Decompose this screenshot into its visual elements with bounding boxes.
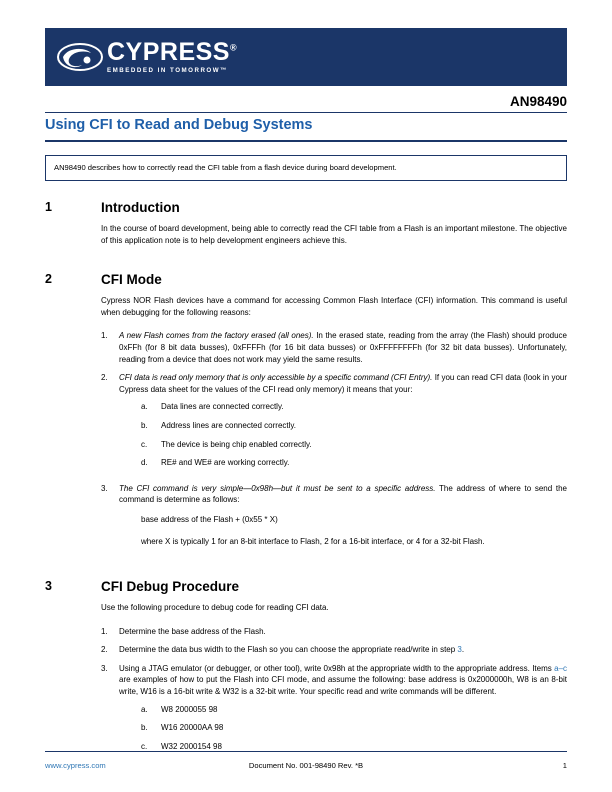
cross-reference-link[interactable]: a–c <box>554 663 567 673</box>
list-item <box>101 663 567 760</box>
list-marker: 3. <box>101 483 108 493</box>
abstract-box: AN98490 describes how to correctly read the CFI table from a flash device during board development. <box>45 155 567 181</box>
list-text <box>119 644 567 656</box>
italic-lead: A new Flash comes from the factory erased (all ones). <box>119 331 314 341</box>
sub-list-text: W8 2000055 98 <box>161 704 218 714</box>
section-heading-cfi-mode <box>45 272 567 287</box>
sub-list-item <box>141 722 567 734</box>
logo <box>45 37 238 74</box>
sub-list-item <box>141 457 567 469</box>
cypress-swirl-logo-icon <box>57 40 103 74</box>
page-title: Using CFI to Read and Debug Systems <box>45 117 313 133</box>
list-marker: 2. <box>101 373 108 383</box>
sub-list-text: Address lines are connected correctly. <box>161 420 297 430</box>
sub-list-text: Data lines are connected correctly. <box>161 402 284 412</box>
sub-list-item <box>141 420 567 432</box>
sub-list-marker: b. <box>141 420 148 430</box>
sub-list-marker: d. <box>141 458 148 468</box>
sub-paragraph-note: where X is typically 1 for an 8-bit interface to Flash, 2 for a 16-bit interface, or 4 for a 32-bit Flash. <box>141 536 485 546</box>
list-text <box>119 483 567 554</box>
footer-document-id: Document No. 001-98490 Rev. *B <box>248 761 364 770</box>
sub-list <box>141 401 567 468</box>
list-item <box>101 483 567 554</box>
list-body: In the erased state, reading from the array (the Flash) should produce 0xFFh (for 8 bit data busses), 0xFFFFh (for 16 bit data busses) or 0xFFFFFFFFh (for 32 bit data busses). Unfortunately, reading from a device that does not work may yield the same results. <box>119 331 567 364</box>
italic-lead: The CFI command is very simple—0x98h—but it must be sent to a specific address. <box>119 483 436 493</box>
section-title: CFI Debug Procedure <box>101 579 240 595</box>
section-number: 3 <box>45 579 52 594</box>
list-body: If you can read CFI data (look in your Cypress data sheet for the values of the CFI read only memory) it means that your: <box>119 373 568 394</box>
introduction-paragraph: In the course of board development, being able to correctly read the CFI table from a Flash is an important milestone. The objective of this application note is to help development engineers achieve this. <box>101 224 567 245</box>
cfi-mode-list <box>101 330 567 554</box>
title-rule-top <box>45 112 567 113</box>
logo-wordmark: CYPRESS® <box>107 37 238 66</box>
list-text <box>119 372 567 476</box>
cfi-debug-intro: Use the following procedure to debug code for reading CFI data. <box>101 603 329 613</box>
list-marker: 1. <box>101 626 108 636</box>
title-rule-bottom <box>45 140 567 142</box>
logo-tagline: EMBEDDED IN TOMORROW™ <box>107 66 228 74</box>
list-item <box>101 644 567 656</box>
page-footer <box>45 761 567 770</box>
cfi-mode-intro: Cypress NOR Flash devices have a command for accessing Common Flash Interface (CFI) information. This command is useful when debugging for the following reasons: <box>101 296 567 317</box>
list-body: Determine the data bus width to the Flash so you can choose the appropriate read/write in step <box>119 645 458 655</box>
sub-list-text: The device is being chip enabled correctly. <box>161 439 312 449</box>
section-title: CFI Mode <box>101 272 162 288</box>
brand-header-band <box>45 28 567 86</box>
list-text <box>119 330 567 365</box>
document-number: AN98490 <box>509 94 567 109</box>
footer-website-link[interactable]: www.cypress.com <box>45 761 106 770</box>
sub-paragraph-formula: base address of the Flash + (0x55 * X) <box>141 514 278 524</box>
sub-list-item <box>141 704 567 716</box>
logo-text <box>107 37 238 74</box>
sub-list-marker: b. <box>141 723 148 733</box>
list-item <box>101 626 567 638</box>
list-marker: 3. <box>101 663 108 673</box>
sub-list-marker: a. <box>141 402 148 412</box>
sub-list-marker: a. <box>141 704 148 714</box>
italic-lead: CFI data is read only memory that is only accessible by a specific command (CFI Entry). <box>119 373 433 383</box>
section-heading-introduction <box>45 200 567 215</box>
section-heading-cfi-debug-procedure <box>45 579 567 594</box>
section-number: 2 <box>45 272 52 287</box>
footer-page-number: 1 <box>562 761 567 770</box>
list-marker: 2. <box>101 645 108 655</box>
document-body <box>45 200 567 766</box>
section-title: Introduction <box>101 200 180 215</box>
sub-list-marker: c. <box>141 439 148 449</box>
list-item <box>101 330 567 365</box>
sub-list-marker: c. <box>141 741 148 751</box>
sub-list <box>141 704 567 753</box>
list-body-tail: . <box>461 645 465 655</box>
footer-rule <box>45 751 567 752</box>
cfi-debug-list <box>101 626 567 760</box>
sub-list-item <box>141 439 567 451</box>
sub-list-text: W16 20000AA 98 <box>161 723 224 733</box>
sub-list-item <box>141 401 567 413</box>
list-body: The address of where to send the command is determine as follows: <box>119 483 568 505</box>
list-marker: 1. <box>101 331 108 341</box>
list-body: Using a JTAG emulator (or debugger, or other tool), write 0x98h at the appropriate width to the appropriate address. Items <box>119 663 555 673</box>
list-text <box>119 663 567 760</box>
list-body-tail: are examples of how to put the Flash into CFI mode, and assume the following: base address is 0x2000000h, W8 is an 8-bit write, W16 is a 16-bit write & W32 is a 32-bit write. Your specific read and write commands will be different. <box>119 675 567 697</box>
list-item <box>101 372 567 476</box>
section-number: 1 <box>45 200 52 214</box>
list-text: Determine the base address of the Flash. <box>119 626 266 636</box>
sub-list-text: W32 2000154 98 <box>161 741 222 751</box>
cross-reference-link[interactable]: 3 <box>457 645 462 655</box>
sub-list-text: RE# and WE# are working correctly. <box>161 458 290 468</box>
